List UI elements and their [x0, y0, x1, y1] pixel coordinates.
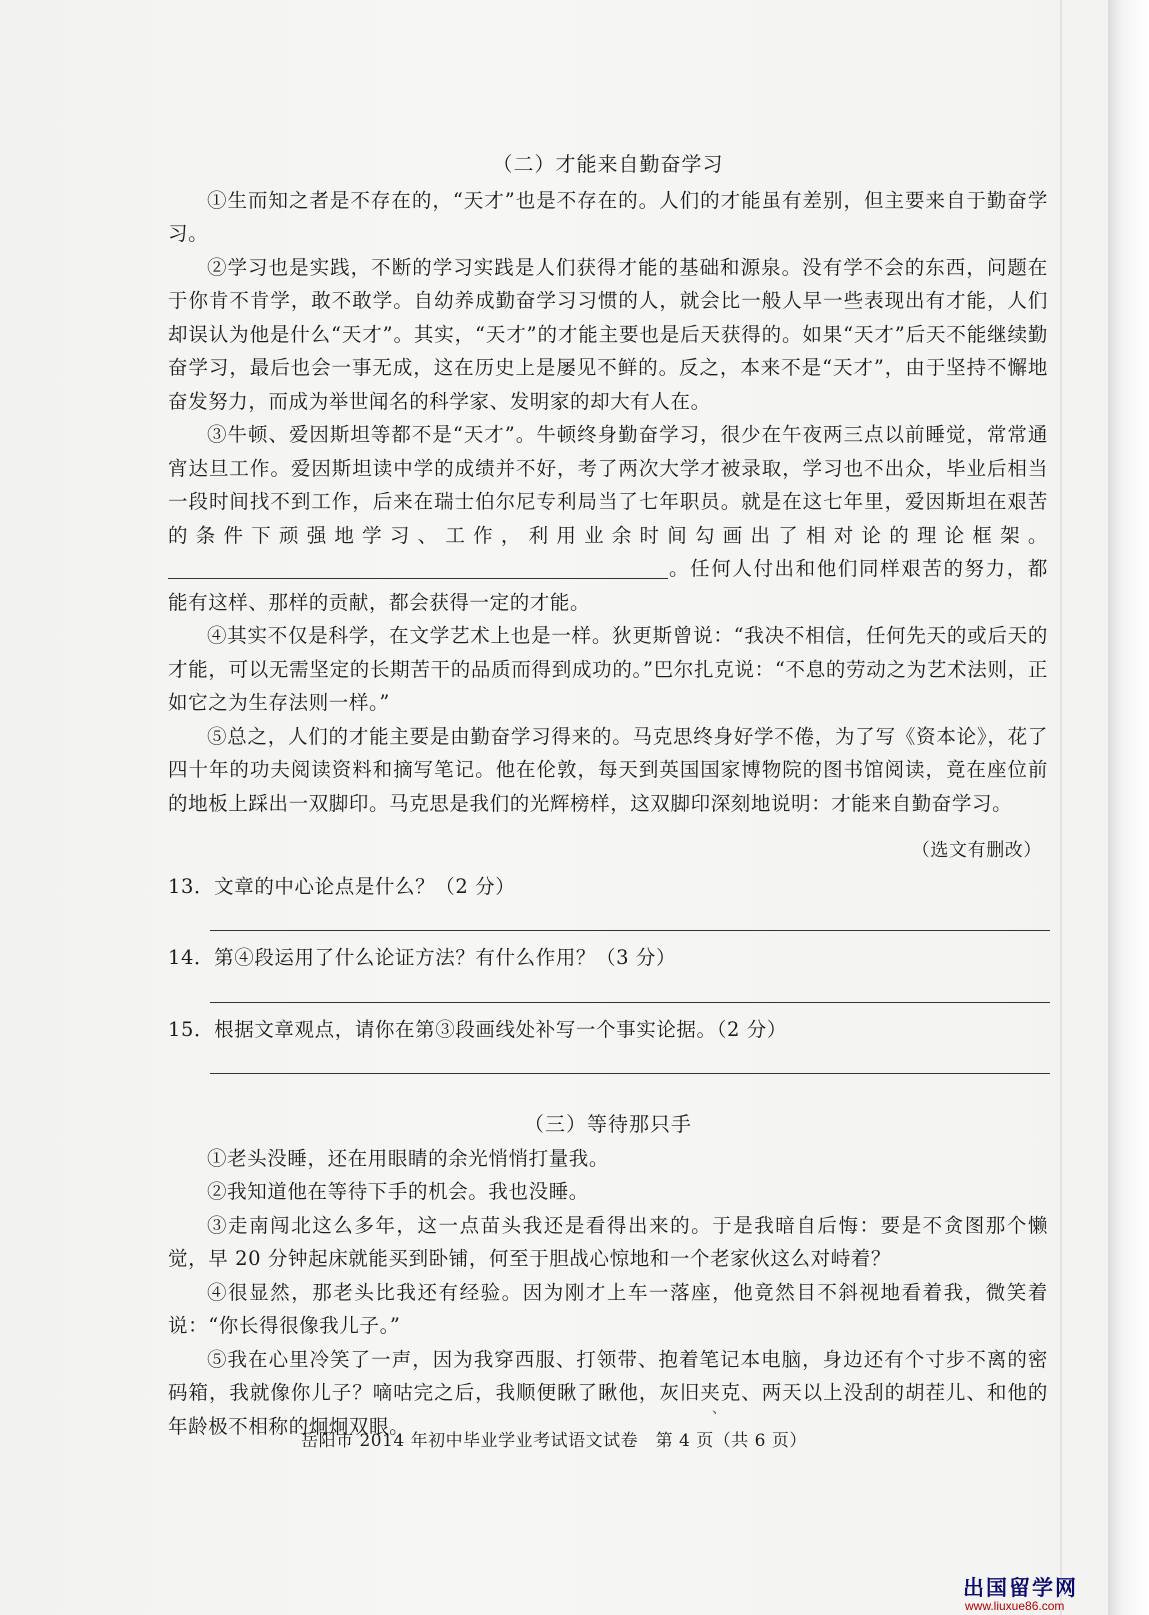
- answer-line-15: [210, 1046, 1050, 1074]
- section-3-paragraph-3: ③走南闯北这么多年，这一点苗头我还是看得出来的。于是我暗自后悔：要是不贪图那个懒觉，早 20 分钟起床就能买到卧铺，何至于胆战心惊地和一个老家伙这么对峙着？: [168, 1213, 1048, 1270]
- section-2-paragraph-3: [168, 418, 1048, 619]
- paragraph-3-text-before-blank: ③牛顿、爱因斯坦等都不是“天才”。牛顿终身勤奋学习，很少在午夜两三点以前睡觉，常常通宵达旦工作。爱因斯坦读中学的成绩并不好，考了两次大学才被录取，学习也不出众，毕业后相当一段时间找不到工作，后来在瑞士伯尔尼专利局当了七年职员。就是在这七年里，爱因斯坦在艰苦的条件下顽强地学习、工作，利用业余时间勾画出了相对论的理论框架。: [168, 423, 1048, 547]
- section-3-paragraph-5: ⑤我在心里冷笑了一声，因为我穿西服、打领带、抱着笔记本电脑，身边还有个寸步不离的密码箱，我就像你儿子？嘀咕完之后，我顺便瞅了瞅他，灰旧夹克、两天以上没刮的胡茬儿、和他的年龄极不相称的炯炯双眼。: [168, 1347, 1048, 1438]
- exam-content: [168, 148, 1048, 1443]
- section-2-paragraph-2: ②学习也是实践，不断的学习实践是人们获得才能的基础和源泉。没有学不会的东西，问题在于你肯不肯学，敢不敢学。自幼养成勤奋学习习惯的人，就会比一般人早一些表现出有才能，人们却误认为他是什么“天才”。其实，“天才”的才能主要也是后天获得的。如果“天才”后天不能继续勤奋学习，最后也会一事无成，这在历史上是屡见不鲜的。反之，本来不是“天才”，由于坚持不懈地奋发努力，而成为举世闻名的科学家、发明家的却大有人在。: [168, 255, 1048, 413]
- page-fold-line: [1060, 0, 1062, 1615]
- section-3-paragraph-4: ④很显然，那老头比我还有经验。因为刚才上车一落座，他竟然目不斜视地看着我，微笑着说：“你长得很像我儿子。”: [168, 1280, 1048, 1337]
- section-3-title: （三）等待那只手: [524, 1112, 692, 1136]
- question-14: 14．第④段运用了什么论证方法？有什么作用？（3 分）: [168, 946, 677, 969]
- section-2-paragraph-4: ④其实不仅是科学，在文学艺术上也是一样。狄更斯曾说：“我决不相信，任何先天的或后天的才能，可以无需坚定的长期苦干的品质而得到成功的。”巴尔扎克说：“不息的劳动之为艺术法则，正如它之为生存法则一样。”: [168, 624, 1048, 714]
- fill-in-blank-line: [168, 558, 668, 579]
- section-3-paragraph-2: ②我知道他在等待下手的机会。我也没睡。: [207, 1180, 589, 1203]
- source-note: （选文有删改）: [911, 840, 1042, 861]
- section-3-paragraph-1: ①老头没睡，还在用眼睛的余光悄悄打量我。: [207, 1146, 610, 1170]
- section-2-paragraph-5: ⑤总之，人们的才能主要是由勤奋学习得来的。马克思终身好学不倦，为了写《资本论》，花了四十年的功夫阅读资料和摘写笔记。他在伦敦，每天到英国国家博物院的图书馆阅读，竟在座位前的地板上踩出一双脚印。马克思是我们的光辉榜样，这双脚印深刻地说明：才能来自勤奋学习。: [168, 724, 1048, 815]
- section-2-paragraph-1: ①生而知之者是不存在的，“天才”也是不存在的。人们的才能虽有差别，但主要来自于勤奋学习。: [168, 188, 1048, 245]
- watermark-name: 出国留学网: [963, 1577, 1078, 1600]
- watermark-url: www.liuxue86.com: [965, 1599, 1065, 1613]
- question-13: 13．文章的中心论点是什么？（2 分）: [168, 874, 516, 898]
- paragraph-3-text-after-blank: 。任何人付出和他们同样艰苦的努力，都能有这样、那样的贡献，都会获得一定的才能。: [168, 557, 1048, 614]
- stray-pen-mark: 、: [712, 1401, 726, 1417]
- page-footer: 岳阳市 2014 年初中毕业学业考试语文试卷 第 4 页（共 6 页）: [301, 1431, 807, 1451]
- section-2-title: （二）才能来自勤奋学习: [492, 152, 724, 176]
- answer-line-14: [210, 975, 1050, 1003]
- site-watermark-logo: [963, 1578, 1078, 1613]
- question-15: 15．根据文章观点，请你在第③段画线处补写一个事实论据。（2 分）: [168, 1017, 787, 1041]
- answer-line-13: [210, 903, 1050, 931]
- page-edge-shadow: [1108, 0, 1149, 1615]
